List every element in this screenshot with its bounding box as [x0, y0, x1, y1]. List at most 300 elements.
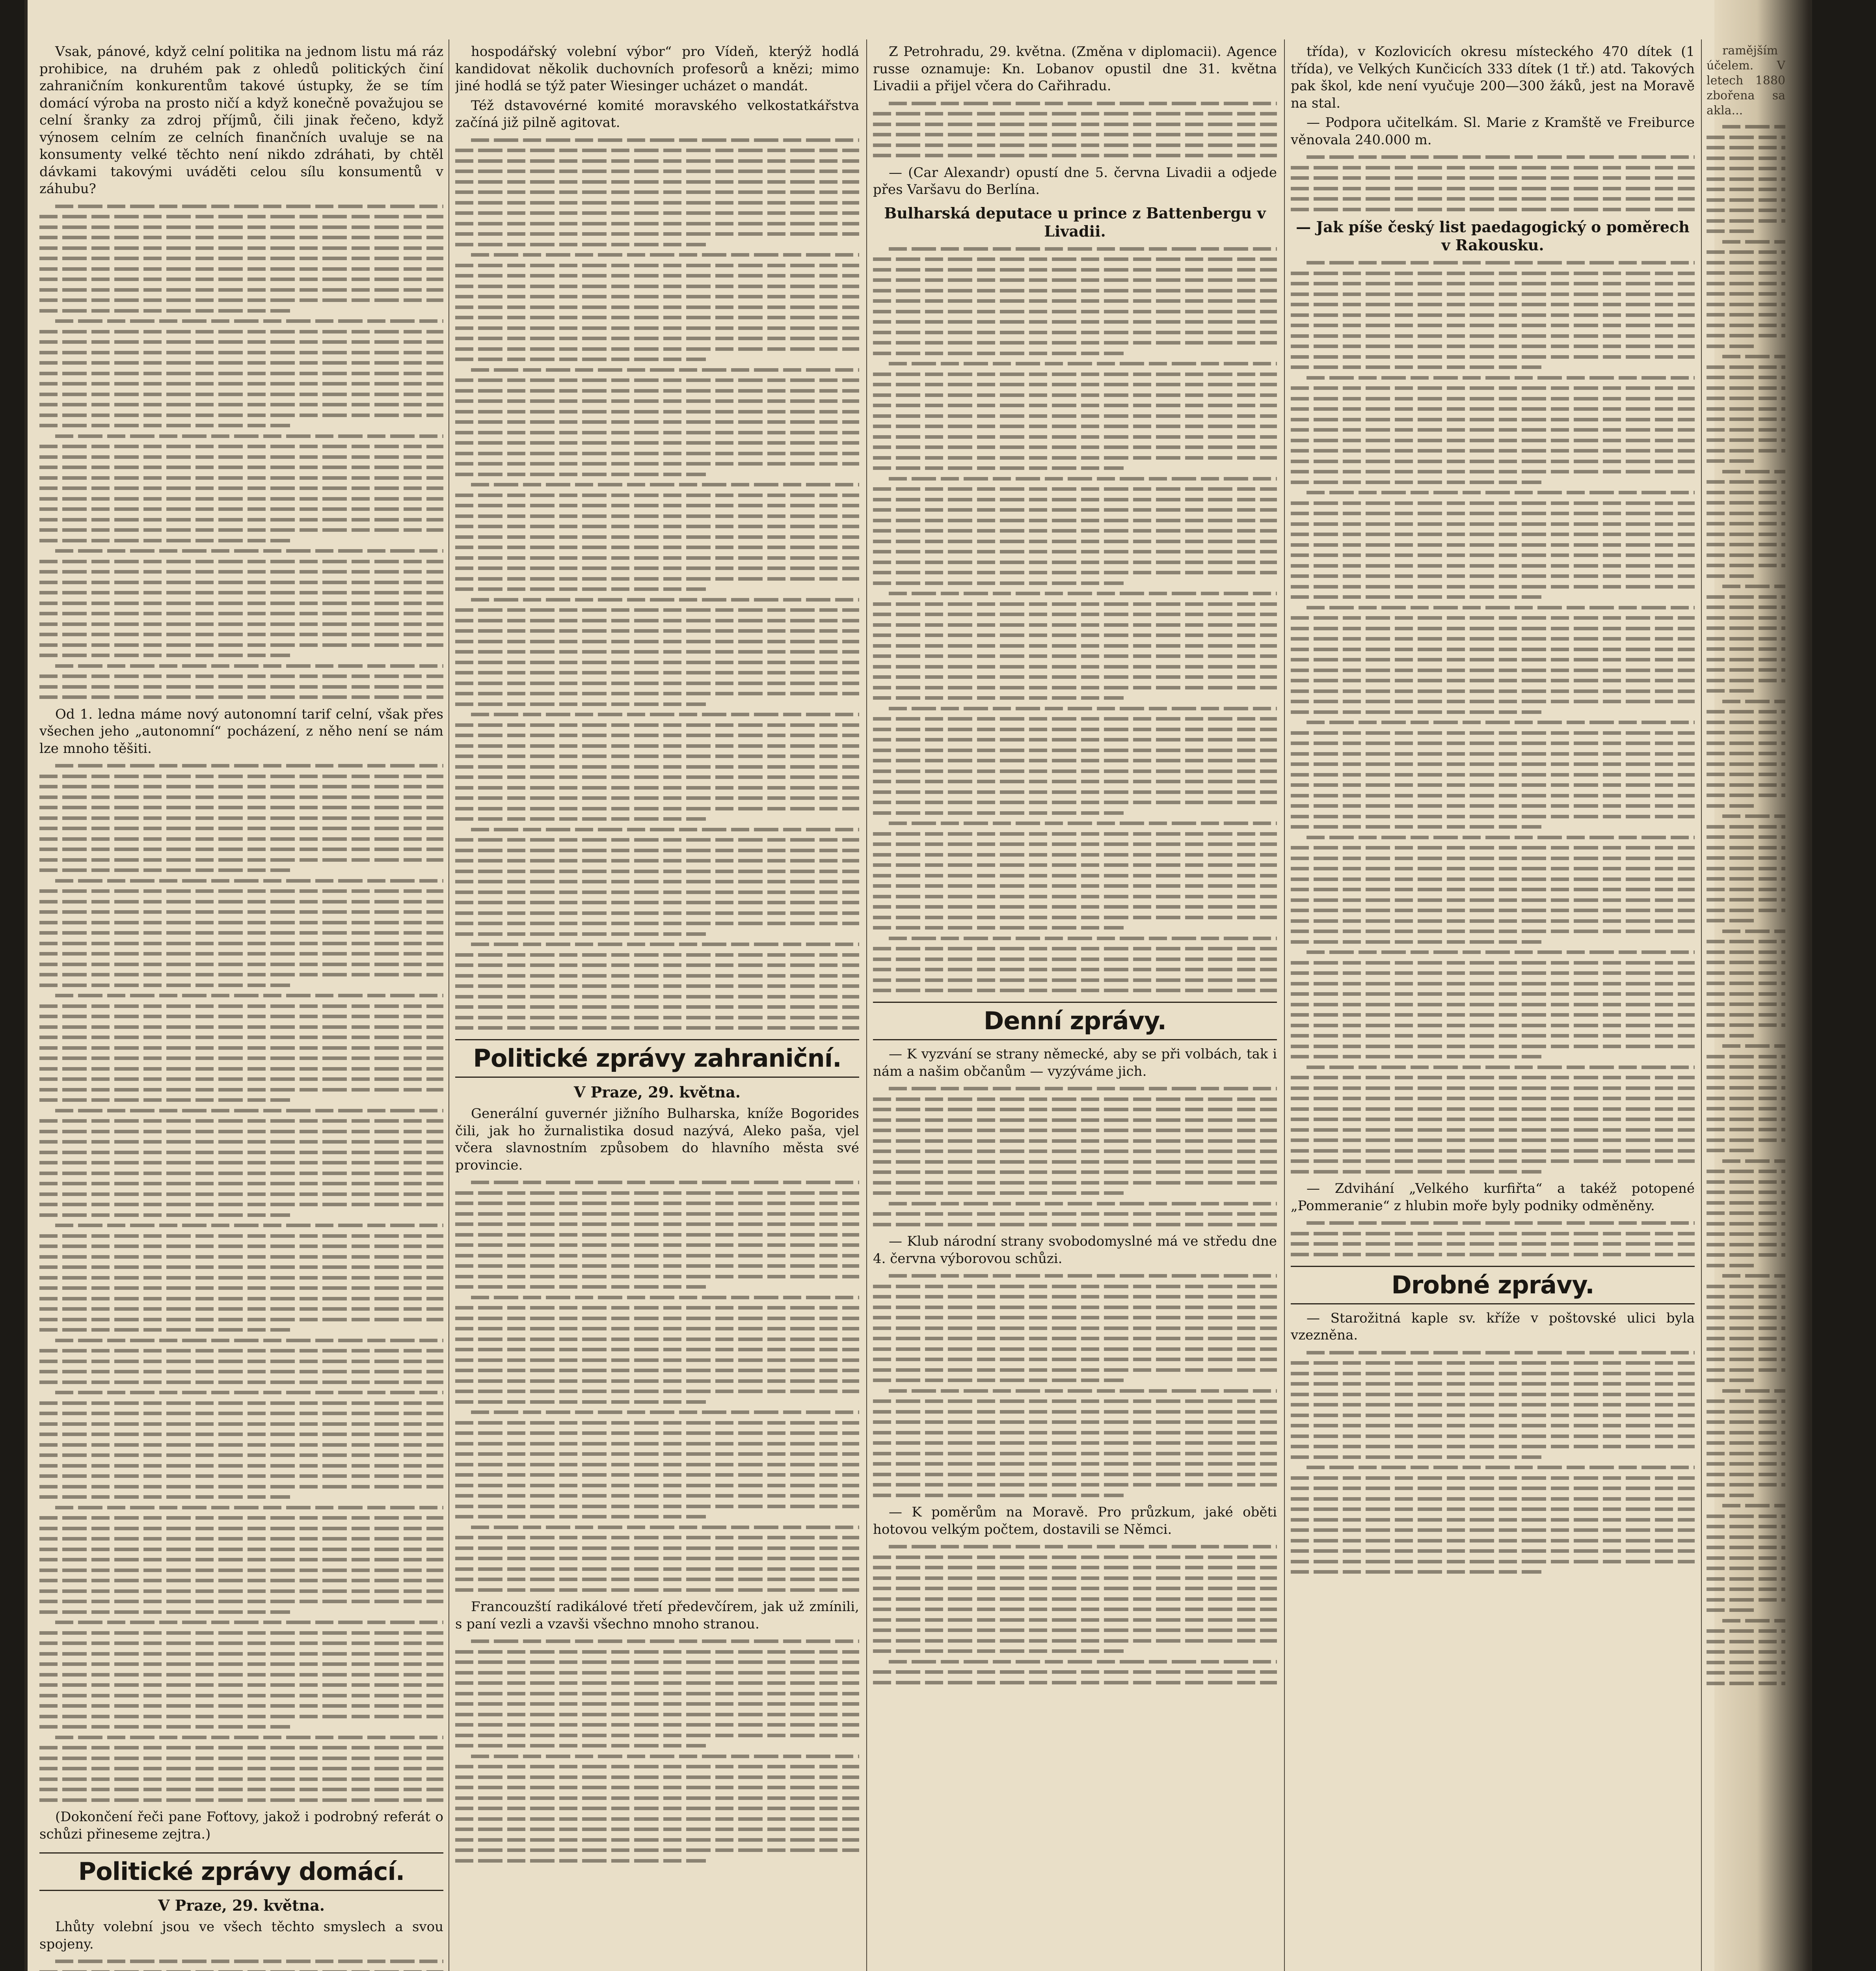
text-line [1291, 794, 1695, 797]
text-line [39, 1600, 443, 1603]
text-line [39, 806, 443, 809]
text-line [455, 1254, 859, 1257]
text-line [1291, 1497, 1695, 1501]
text-line [1707, 961, 1785, 964]
text-line [889, 1274, 1277, 1278]
text-line [1707, 156, 1785, 160]
text-line [39, 1673, 443, 1677]
text-line [39, 1318, 443, 1321]
text-line [455, 1348, 859, 1351]
text-line [39, 1161, 443, 1164]
text-line [455, 838, 859, 842]
text-line [1707, 417, 1785, 421]
column-3 [873, 43, 1277, 1971]
text-line [873, 383, 1277, 386]
text-line [1291, 731, 1695, 735]
text-line [873, 1420, 1277, 1424]
text-line [455, 1275, 859, 1278]
text-line [873, 832, 1277, 836]
text-block [39, 1391, 443, 1802]
text-line [471, 368, 859, 372]
text-line [1707, 271, 1785, 275]
text-line [455, 566, 859, 570]
text-line [1291, 741, 1695, 745]
text-line [39, 816, 443, 820]
text-line [455, 1212, 859, 1216]
article-heading: Bulharská deputace u prince z Battenbergu v Livadii. [884, 204, 1266, 240]
text-line [39, 1004, 443, 1008]
text-line [455, 556, 859, 560]
text-line [1707, 950, 1785, 954]
text-line [1291, 669, 1695, 672]
text-line [455, 1016, 859, 1019]
text-line [1291, 982, 1695, 986]
text-line [55, 764, 443, 768]
text-line [1722, 355, 1785, 358]
text-line [1291, 961, 1695, 965]
text-line [39, 455, 443, 459]
text-line [455, 1484, 859, 1487]
paragraph: Vsak, pánové, když celní politika na jednom listu má ráz prohibice, na druhém pak z ohledů politických činí zahraničním konkurentům takové ústupky, že se tím domácí výroba na prosto ničí a když konečně považujou se celní šranky za zdroj příjmů, čili jinak řečeno, když výnosem celním ze celních finančních uvaluje se na konsumenty velké těchto není nikdo zdráhati, by chtěl dávkami takovými uváděti celou sílu konsumentů v záhubu? [39, 44, 443, 197]
text-line [873, 561, 1277, 564]
text-line [1291, 595, 1541, 599]
text-line [873, 299, 1277, 303]
text-line [1291, 1170, 1541, 1174]
paragraph: — K poměrům na Moravě. Pro průzkum, jaké oběti hotovou velkým počtem, dostavili se Němci. [873, 1504, 1277, 1537]
text-line [1707, 1253, 1785, 1257]
text-line [1291, 1424, 1695, 1427]
text-line [873, 749, 1277, 752]
text-line [1291, 825, 1541, 829]
text-line [1291, 919, 1695, 923]
text-line [455, 1431, 859, 1435]
text-line [1306, 1066, 1695, 1069]
text-line [1291, 1570, 1541, 1574]
text-line [39, 466, 443, 469]
text-line [39, 1652, 443, 1656]
text-line [1291, 1024, 1695, 1027]
text-line [39, 424, 290, 427]
text-line [455, 1233, 859, 1237]
text-line [1707, 856, 1785, 860]
text-line [39, 393, 443, 396]
text-line [1707, 1118, 1785, 1121]
text-line [39, 560, 443, 563]
text-line [1707, 616, 1785, 620]
text-line [39, 1777, 443, 1781]
text-line [455, 1191, 859, 1195]
text-line [873, 968, 1277, 971]
text-line [1291, 418, 1695, 421]
text-line [455, 1379, 859, 1383]
text-line [471, 943, 859, 946]
text-line [39, 278, 443, 281]
text-line [1707, 1640, 1785, 1643]
text-line [455, 1859, 706, 1863]
text-line [1291, 1372, 1695, 1375]
text-line [39, 1140, 443, 1144]
text-line [1707, 877, 1785, 881]
text-line [1707, 397, 1785, 400]
text-line [455, 326, 859, 330]
text-line [1707, 794, 1785, 797]
text-line [1722, 1159, 1785, 1163]
text-line [1707, 1546, 1785, 1549]
text-line [455, 285, 859, 288]
text-line [1707, 721, 1785, 724]
text-line [1306, 836, 1695, 839]
text-line [1722, 1389, 1785, 1393]
text-line [873, 1285, 1277, 1288]
text-line [873, 508, 1277, 512]
text-line [39, 225, 443, 229]
text-line [1291, 324, 1695, 327]
text-line [1291, 355, 1695, 359]
text-line [39, 257, 443, 260]
text-line [455, 211, 859, 215]
text-line [455, 650, 859, 654]
text-line [1707, 919, 1755, 922]
text-line [39, 1349, 443, 1353]
text-line [39, 1412, 443, 1415]
text-line [455, 1838, 859, 1842]
text-line [873, 466, 1124, 470]
text-line [39, 486, 443, 490]
text-line [873, 331, 1277, 334]
text-line [39, 403, 443, 406]
text-line [873, 123, 1277, 126]
text-line [1707, 1264, 1755, 1267]
text-line [889, 1660, 1277, 1664]
text-line [1291, 616, 1695, 620]
text-block [455, 1639, 859, 1863]
text-line [455, 629, 859, 633]
text-line [873, 1556, 1277, 1559]
text-line [39, 1182, 443, 1185]
text-line [1707, 626, 1785, 630]
text-line [873, 1452, 1277, 1455]
text-line [1707, 1065, 1785, 1069]
text-line [1291, 700, 1695, 703]
text-line [1707, 595, 1785, 599]
text-line [39, 1558, 443, 1561]
text-line [1722, 930, 1785, 933]
text-line [39, 267, 443, 271]
text-line [1291, 1128, 1695, 1132]
text-line [455, 264, 859, 267]
text-line [39, 1569, 443, 1572]
text-line [455, 1744, 706, 1747]
text-line [873, 926, 1124, 930]
text-line [873, 278, 1277, 282]
text-line [39, 1704, 443, 1708]
text-line [1707, 1149, 1755, 1152]
text-line [1707, 1211, 1785, 1215]
text-line [39, 246, 443, 250]
text-line [55, 1960, 443, 1963]
text-line [455, 786, 859, 790]
text-line [873, 728, 1277, 731]
text-line [455, 890, 859, 894]
text-line [1707, 1097, 1785, 1100]
text-line [1291, 940, 1541, 944]
text-line [873, 487, 1277, 491]
text-line [455, 1775, 859, 1779]
text-line [1707, 177, 1785, 181]
text-line [455, 1828, 859, 1831]
text-line [1291, 971, 1695, 975]
text-line [455, 1285, 706, 1289]
text-block [1707, 125, 1785, 1685]
text-line [39, 1380, 443, 1384]
paragraph: Generální guvernér jižního Bulharska, kníže Bogorides čili, jak ho žurnalistika dosud nazývá, Aleko paša, vjel včera slavnostním způsobem do hlavního města své provincie. [455, 1106, 859, 1173]
text-line [873, 425, 1277, 428]
text-line [873, 1670, 1277, 1674]
text-line [55, 1621, 443, 1624]
text-line [455, 399, 859, 403]
text-line [1291, 407, 1695, 411]
text-line [1306, 1351, 1695, 1354]
text-line [455, 995, 859, 999]
text-line [889, 362, 1277, 365]
text-line [39, 1683, 443, 1687]
text-line [455, 274, 859, 278]
text-line [873, 613, 1277, 616]
text-line [1291, 585, 1695, 589]
text-line [1707, 313, 1785, 317]
text-line [1707, 146, 1785, 149]
text-line [873, 268, 1277, 272]
text-line [1707, 888, 1785, 891]
text-block [873, 247, 1277, 993]
text-line [39, 1641, 443, 1645]
text-line [1291, 303, 1695, 306]
text-line [1707, 1410, 1785, 1414]
text-line [873, 289, 1277, 292]
text-line [39, 910, 443, 914]
text-line [1707, 1525, 1785, 1528]
text-line [1707, 1420, 1785, 1424]
text-line [873, 696, 1124, 700]
text-line [1722, 1274, 1785, 1278]
text-line [39, 309, 290, 313]
text-line [1291, 543, 1695, 547]
text-line [455, 462, 859, 466]
text-line [873, 1212, 1277, 1216]
text-line [873, 1494, 1124, 1497]
text-line [1707, 564, 1785, 567]
text-line [1291, 365, 1541, 369]
text-line [39, 215, 443, 218]
text-line [873, 874, 1277, 877]
text-line [39, 581, 443, 584]
text-line [873, 1618, 1277, 1622]
text-line [1707, 1556, 1785, 1560]
text-line [455, 1567, 859, 1571]
text-line [455, 619, 859, 622]
text-block [873, 102, 1277, 158]
text-line [1707, 898, 1785, 902]
text-line [1707, 1107, 1785, 1110]
text-line [39, 591, 443, 594]
text-line [455, 849, 859, 852]
text-line [873, 1170, 1277, 1174]
text-line [873, 633, 1277, 637]
text-line [873, 1639, 1277, 1643]
text-line [889, 102, 1277, 105]
text-line [1707, 647, 1785, 651]
text-line [873, 1326, 1277, 1330]
text-line [455, 1243, 859, 1247]
text-block [39, 764, 443, 1384]
text-line [455, 190, 859, 194]
text-line [873, 1681, 1277, 1684]
text-line [471, 1755, 859, 1758]
text-line [39, 1537, 443, 1541]
text-line [1722, 700, 1785, 703]
text-line [873, 654, 1277, 658]
text-line [1707, 1316, 1785, 1319]
text-block [1291, 261, 1695, 1174]
text-line [873, 341, 1277, 345]
text-line [1707, 198, 1785, 202]
text-line [1291, 522, 1695, 526]
text-line [1291, 386, 1695, 390]
text-line [889, 937, 1277, 940]
text-line [1291, 762, 1695, 766]
text-line [1707, 1452, 1785, 1455]
text-line [455, 452, 859, 455]
text-line [1291, 1507, 1695, 1511]
text-line [455, 420, 859, 424]
text-line [39, 1433, 443, 1436]
text-line [455, 1463, 859, 1466]
text-line [873, 540, 1277, 543]
paragraph: — Klub národní strany svobodomyslné má ve středu dne 4. června výborovou schůzi. [873, 1233, 1277, 1267]
text-line [873, 414, 1277, 418]
text-line [1291, 187, 1695, 190]
text-line [873, 352, 1124, 355]
text-line [39, 445, 443, 448]
text-line [455, 723, 859, 727]
text-line [1707, 1222, 1785, 1226]
text-line [39, 372, 443, 375]
text-line [1291, 888, 1695, 891]
text-line [1707, 1232, 1785, 1236]
text-line [873, 1608, 1277, 1611]
text-line [1707, 1379, 1755, 1382]
text-line [1707, 1431, 1785, 1434]
text-line [873, 257, 1277, 261]
text-line [55, 1339, 443, 1342]
text-line [455, 911, 859, 915]
text-line [39, 288, 443, 292]
text-line [455, 1536, 859, 1539]
text-line [873, 1295, 1277, 1298]
text-line [1291, 637, 1695, 641]
text-line [455, 1494, 859, 1498]
text-line [39, 1213, 290, 1217]
text-line [1707, 501, 1785, 505]
text-line [873, 1462, 1277, 1466]
text-line [55, 1506, 443, 1509]
text-line [455, 180, 859, 184]
text-line [1291, 574, 1695, 578]
text-line [1291, 857, 1695, 860]
text-line [1291, 533, 1695, 536]
text-line [39, 1474, 443, 1478]
text-line [39, 570, 443, 574]
text-line [455, 535, 859, 539]
text-line [39, 1370, 443, 1373]
text-line [455, 1358, 859, 1362]
text-line [39, 1098, 290, 1102]
text-line [1707, 1243, 1785, 1246]
text-line [455, 1702, 859, 1706]
text-line [455, 525, 859, 528]
text-line [1707, 428, 1785, 432]
text-line [455, 963, 859, 967]
text-line [873, 498, 1277, 501]
text-line [1707, 1587, 1785, 1591]
text-line [873, 445, 1277, 449]
text-line [1291, 1118, 1695, 1121]
text-block [455, 138, 859, 1030]
text-line [39, 1015, 443, 1018]
text-line [873, 550, 1277, 553]
text-line [1707, 1190, 1785, 1194]
text-line [1291, 345, 1695, 348]
text-line [873, 571, 1277, 574]
text-line [471, 483, 859, 486]
text-line [1722, 1504, 1785, 1507]
paragraph: — Podpora učitelkám. Sl. Marie z Kramště ve Freiburce věnovala 240.000 m. [1291, 115, 1695, 148]
text-line [1291, 470, 1695, 473]
text-line [39, 1056, 443, 1060]
text-line [39, 236, 443, 239]
text-line [55, 994, 443, 997]
text-line [39, 1172, 443, 1175]
text-line [39, 827, 443, 830]
text-line [1291, 752, 1695, 756]
text-line [39, 931, 443, 935]
text-line [1707, 533, 1785, 536]
text-line [455, 796, 859, 800]
text-line [455, 1557, 859, 1560]
text-line [1291, 292, 1695, 296]
text-line [39, 1046, 443, 1050]
text-line [39, 1746, 443, 1749]
text-line [455, 243, 706, 246]
text-line [39, 1725, 290, 1729]
text-line [471, 138, 859, 142]
text-line [1291, 512, 1695, 515]
text-line [455, 880, 859, 883]
text-line [39, 858, 443, 862]
text-line [1707, 940, 1785, 943]
text-line [1291, 1013, 1695, 1017]
text-line [873, 154, 1277, 157]
text-line [1291, 166, 1695, 170]
text-line [1306, 261, 1695, 265]
text-line [455, 1306, 859, 1310]
paragraph: — Starožitná kaple sv. kříže v poštovské ulici byla vzezněna. [1291, 1310, 1695, 1343]
text-line [1306, 491, 1695, 494]
text-line [873, 1368, 1277, 1372]
text-line [455, 922, 859, 925]
text-line [1291, 1549, 1695, 1553]
text-line [471, 713, 859, 716]
